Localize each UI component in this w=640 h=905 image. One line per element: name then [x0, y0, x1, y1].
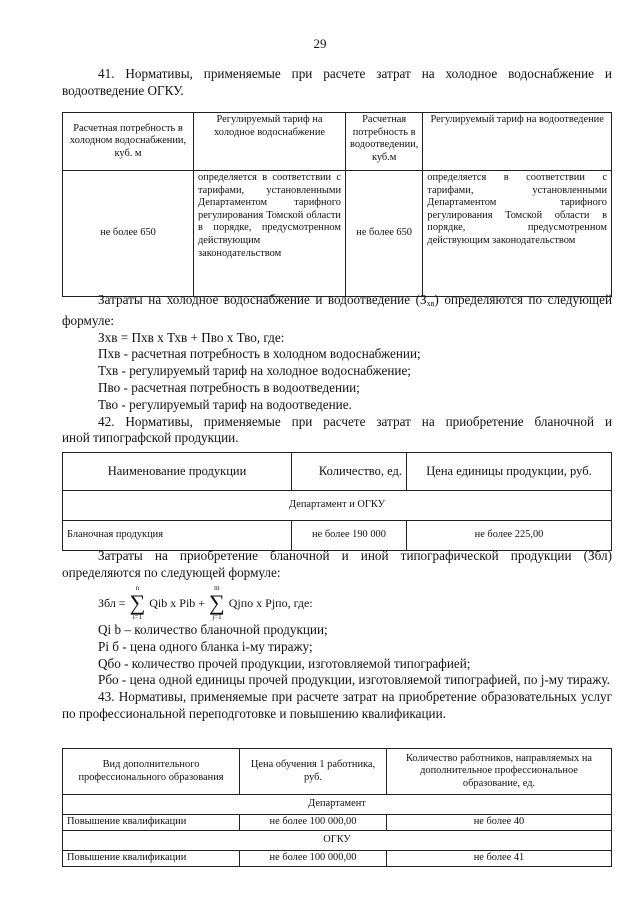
table-row — [63, 851, 612, 867]
section-41-heading — [62, 66, 612, 100]
header-cell: Цена единицы продукции, руб. — [407, 453, 612, 491]
water-norms-table — [62, 112, 612, 297]
cell: Повышение квалификации — [63, 815, 240, 831]
table-header-row — [63, 113, 612, 171]
water-cost-text — [62, 292, 612, 447]
printing-cost-intro: Затраты на приобретение бланочной и иной типографической продукции (Збл) определяются по следующей формуле: — [62, 548, 612, 580]
training-norms-table — [62, 748, 612, 867]
group-cell: ОГКУ — [63, 831, 612, 851]
header-cell: Расчетная потребность в холодном водоснабжении, куб. м — [63, 113, 194, 171]
water-cost-intro: Затраты на холодное водоснабжение и водоотведение $(З_{хв})$ определяются по следующей формуле: — [62, 292, 612, 328]
printing-definitions — [62, 622, 612, 723]
header-cell: Количество работников, направляемых на дополнительное профессиональное образование, ед. — [387, 749, 612, 795]
header-cell: Регулируемый тариф на холодное водоснабжение — [194, 113, 346, 171]
section-41-line1: 41. Нормативы, применяемые при расчете затрат на холодное водоснабжение и — [98, 66, 612, 81]
formula-term: Qjпо x Pjпо, где: — [228, 595, 313, 610]
definition: Пво - расчетная потребность в водоотведении; — [98, 379, 360, 395]
table-row — [63, 171, 612, 297]
cell: не более 190 000 — [292, 521, 407, 551]
formula-lhs: Збл = — [98, 595, 126, 610]
definition: Pi б - цена одного бланка i-му тиражу; — [98, 638, 313, 654]
table-group-row — [63, 491, 612, 521]
group-cell: Департамент — [63, 795, 612, 815]
header-cell: Регулируемый тариф на водоотведение — [423, 113, 612, 171]
header-cell: Вид дополнительного профессионального образования — [63, 749, 240, 795]
header-cell: Наименование продукции — [63, 453, 292, 491]
table-header-row — [63, 749, 612, 795]
cell: Повышение квалификации — [63, 851, 240, 867]
cell: определяется в соответствии с тарифами, установленными Департаментом тарифного регулирования Томской области в порядке, предусмотренном действующим законодательством — [194, 171, 346, 297]
sum-symbol: m ∑ j=1 — [209, 584, 225, 621]
definition: Пхв - расчетная потребность в холодном водоснабжении; — [98, 346, 421, 362]
table-row — [63, 521, 612, 551]
table-header-row — [63, 453, 612, 491]
printing-formula — [98, 584, 313, 622]
cell: не более 650 — [346, 171, 423, 297]
cell: не более 100 000,00 — [240, 851, 387, 867]
cell: не более 225,00 — [407, 521, 612, 551]
section-43-heading: 43. Нормативы, применяемые при расчете затрат на приобретение образовательных услуг по профессиональной переподготовке и повышению квалификации. — [62, 689, 612, 721]
header-cell: Цена обучения 1 работника, руб. — [240, 749, 387, 795]
water-formula: Зхв = Пхв x Тхв + Пво x Тво, где: — [98, 329, 285, 345]
cell: не более 100 000,00 — [240, 815, 387, 831]
definition: Тво - регулируемый тариф на водоотведение. — [98, 396, 352, 412]
table-row — [63, 815, 612, 831]
formula-term: Qib x Pib + — [149, 595, 206, 610]
cell: не более 40 — [387, 815, 612, 831]
header-cell: Количество, ед. — [292, 453, 407, 491]
section-42-line2: иной типографской продукции. — [62, 430, 239, 446]
definition: Тхв - регулируемый тариф на холодное водоснабжение; — [98, 363, 411, 379]
table-group-row — [63, 831, 612, 851]
printing-norms-table — [62, 452, 612, 551]
cell: не более 650 — [63, 171, 194, 297]
section-41-line2: водоотведение ОГКУ. — [62, 82, 184, 98]
header-cell: Расчетная потребность в водоотведении, куб.м — [346, 113, 423, 171]
sum-symbol: n ∑ i=1 — [129, 584, 146, 621]
page-number: 29 — [313, 36, 327, 51]
cell: не более 41 — [387, 851, 612, 867]
section-42-line1: 42. Нормативы, применяемые при расчете затрат на приобретение бланочной и — [98, 413, 612, 429]
cell: определяется в соответствии с тарифами, установленными Департаментом тарифного регулирования Томской области в порядке, предусмотренном действующим законодательством — [423, 171, 612, 297]
table-group-row — [63, 795, 612, 815]
group-cell: Департамент и ОГКУ — [63, 491, 612, 521]
definition: Pбо - цена одной единицы прочей продукции, изготовляемой типографией, по j-му тиражу. — [98, 672, 610, 688]
definition: Qi b – количество бланочной продукции; — [98, 622, 328, 637]
cell: Бланочная продукция — [63, 521, 292, 551]
definition: Qбо - количество прочей продукции, изготовляемой типографией; — [98, 655, 471, 671]
